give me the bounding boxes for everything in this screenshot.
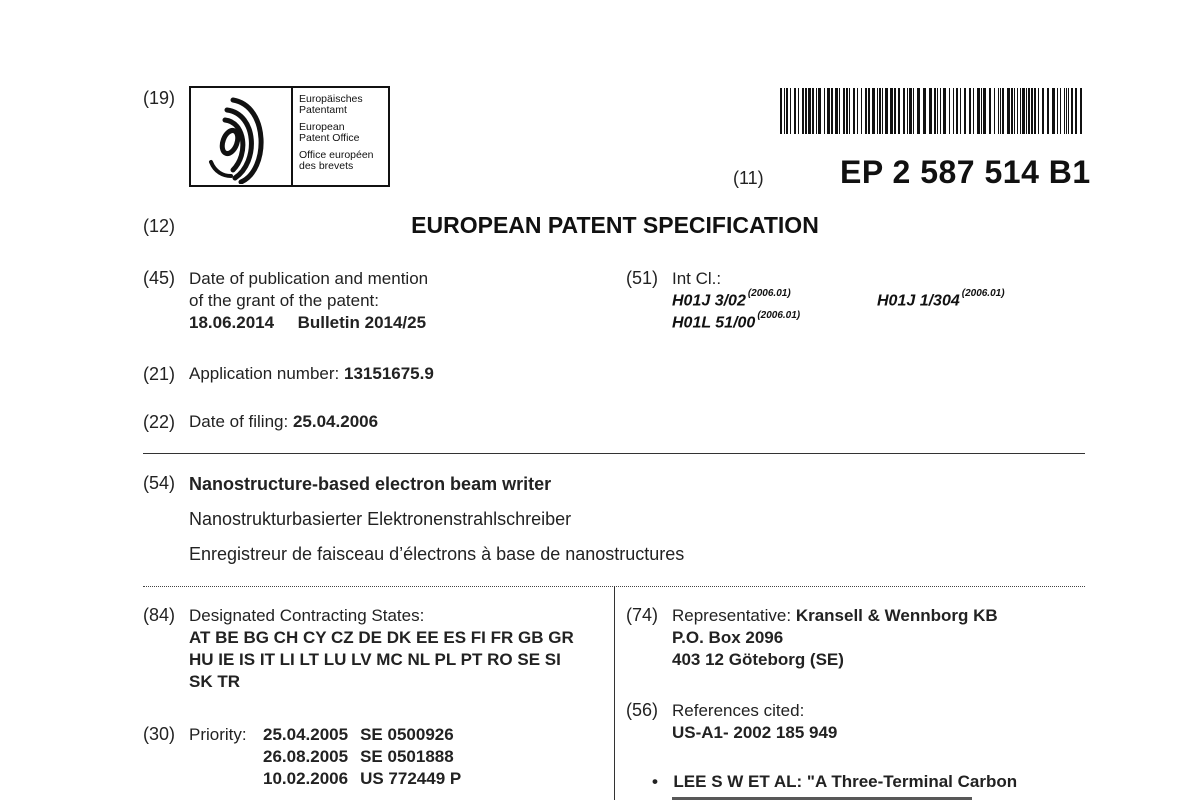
barcode-bar <box>973 88 974 134</box>
barcode-bar <box>934 88 936 134</box>
reference-patent: US-A1- 2002 185 949 <box>672 723 838 742</box>
priority-label: Priority: <box>189 725 247 744</box>
representative-block <box>672 605 998 671</box>
epo-logo <box>189 86 390 187</box>
office-name-de-1: Europäisches <box>299 93 363 105</box>
barcode-bar <box>949 88 950 134</box>
barcode-bar <box>816 88 817 134</box>
office-name-fr-1: Office européen <box>299 149 374 161</box>
barcode-bar <box>843 88 845 134</box>
ipc-class-3 <box>672 310 801 332</box>
barcode-bar <box>1022 88 1025 134</box>
barcode-bar <box>1007 88 1010 134</box>
publication-label-2: of the grant of the patent: <box>189 291 379 310</box>
barcode-bar <box>1000 88 1001 134</box>
barcode-bar <box>1068 88 1069 134</box>
barcode-bar <box>1020 88 1021 134</box>
publication-block <box>189 268 428 334</box>
priority-date: 10.02.2006 <box>263 769 349 788</box>
barcode-bar <box>1031 88 1033 134</box>
barcode-bar <box>1028 88 1030 134</box>
title-de: Nanostrukturbasierter Elektronenstrahlschreiber <box>189 509 572 529</box>
priority-ref: US 772449 P <box>360 769 462 788</box>
barcode-bar <box>917 88 920 134</box>
filing-label: Date of filing: <box>189 412 289 431</box>
logo-divider <box>291 88 293 185</box>
ipc-version: (2006.01) <box>757 310 801 321</box>
barcode-bar <box>1080 88 1082 134</box>
inid-21: (21) <box>143 364 176 384</box>
barcode-bar <box>846 88 848 134</box>
barcode-bar <box>849 88 850 134</box>
ipc-code: H01J 1/304 <box>877 292 960 310</box>
ipc-version: (2006.01) <box>961 288 1005 299</box>
inid-19: (19) <box>143 88 176 108</box>
filing-date: 25.04.2006 <box>292 412 379 431</box>
reference-npl <box>652 771 1017 793</box>
barcode-bar <box>861 88 862 134</box>
publication-number: EP 2 587 514 B1 <box>840 154 1091 190</box>
barcode-bar <box>857 88 858 134</box>
office-name-de-2: Patentamt <box>299 104 347 116</box>
barcode-bar <box>923 88 926 134</box>
priority-ref: SE 0500926 <box>360 725 454 744</box>
barcode-bar <box>818 88 821 134</box>
inid-74: (74) <box>626 605 659 625</box>
title-fr: Enregistreur de faisceau d’électrons à base de nanostructures <box>189 544 685 564</box>
office-name-en-1: European <box>299 121 345 133</box>
barcode-bar <box>794 88 796 134</box>
priority-item <box>263 724 461 746</box>
barcode-bar <box>865 88 867 134</box>
barcode-bar <box>827 88 830 134</box>
priority-item <box>263 768 461 790</box>
priority-ref: SE 0501888 <box>360 747 454 766</box>
epo-logo-icon <box>197 92 287 184</box>
barcode-bar <box>1057 88 1058 134</box>
barcode-bar <box>853 88 855 134</box>
barcode-bar <box>1071 88 1073 134</box>
barcode-bar <box>839 88 840 134</box>
inid-84: (84) <box>143 605 176 625</box>
barcode-bar <box>977 88 980 134</box>
barcode-bar <box>879 88 881 134</box>
inid-51: (51) <box>626 268 659 288</box>
priority-date: 26.08.2005 <box>263 747 349 766</box>
barcode-bar <box>802 88 804 134</box>
priority-date: 25.04.2005 <box>263 725 349 744</box>
barcode-bar <box>913 88 914 134</box>
document-title: EUROPEAN PATENT SPECIFICATION <box>411 212 819 238</box>
barcode-bar <box>943 88 946 134</box>
barcode-bar <box>969 88 971 134</box>
barcode-bar <box>981 88 982 134</box>
references-label: References cited: <box>672 701 805 720</box>
barcode-bar <box>1047 88 1049 134</box>
publication-date: 18.06.2014 <box>189 313 275 332</box>
barcode-bar <box>1026 88 1027 134</box>
barcode-bar <box>1066 88 1067 134</box>
bulletin: Bulletin 2014/25 <box>297 313 427 332</box>
ipc-class-2 <box>877 288 1005 310</box>
inid-11: (11) <box>733 168 764 188</box>
inid-22: (22) <box>143 412 176 432</box>
barcode-bar <box>1064 88 1065 134</box>
barcode-bar <box>1002 88 1004 134</box>
barcode-bar <box>786 88 788 134</box>
references-block <box>672 700 837 744</box>
barcode-bar <box>1042 88 1044 134</box>
application-number: 13151675.9 <box>344 364 434 383</box>
priority-list <box>263 724 461 790</box>
office-name-en-2: Patent Office <box>299 132 360 144</box>
cut-off-text <box>672 795 972 800</box>
barcode-bar <box>872 88 875 134</box>
priority-item <box>263 746 461 768</box>
office-names <box>299 94 389 178</box>
section-rule <box>143 453 1085 454</box>
application-number-line <box>189 363 434 385</box>
barcode-bar <box>907 88 908 134</box>
barcode-bar <box>1011 88 1013 134</box>
filing-date-line <box>189 411 378 433</box>
publication-label-1: Date of publication and mention <box>189 269 429 288</box>
ipc-version: (2006.01) <box>747 288 791 299</box>
states-line-2: HU IE IS IT LI LT LU LV MC NL PL PT RO SE SI <box>189 650 561 669</box>
barcode-bar <box>998 88 999 134</box>
reference-npl-text: LEE S W ET AL: "A Three-Terminal Carbon <box>673 772 1018 791</box>
representative-label: Representative: <box>672 606 792 625</box>
ipc-code: H01L 51/00 <box>672 314 756 332</box>
states-line-3: SK TR <box>189 672 240 691</box>
bullet-icon: • <box>652 772 658 791</box>
barcode-bar <box>1017 88 1018 134</box>
barcode-bar <box>868 88 870 134</box>
barcode-bar <box>890 88 893 134</box>
inid-54: (54) <box>143 473 176 493</box>
barcode-bar <box>1014 88 1015 134</box>
designated-states <box>189 605 574 693</box>
barcode-bar <box>898 88 900 134</box>
barcode-bar <box>1034 88 1036 134</box>
inid-12: (12) <box>143 216 176 236</box>
barcode-bar <box>903 88 905 134</box>
barcode-bar <box>790 88 791 134</box>
barcode-bar <box>940 88 941 134</box>
column-divider <box>614 586 615 800</box>
office-name-fr-2: des brevets <box>299 160 354 172</box>
barcode-bar <box>964 88 966 134</box>
barcode-bar <box>937 88 938 134</box>
barcode-bar <box>994 88 995 134</box>
representative-name: Kransell & Wennborg KB <box>795 606 998 625</box>
barcode-bar <box>1052 88 1055 134</box>
barcode-bar <box>989 88 991 134</box>
barcode-bar <box>1060 88 1061 134</box>
barcode-icon <box>780 88 1085 134</box>
states-line-1: AT BE BG CH CY CZ DE DK EE ES FI FR GB GR <box>189 628 574 647</box>
barcode-bar <box>808 88 811 134</box>
barcode-bar <box>929 88 932 134</box>
barcode-bar <box>953 88 954 134</box>
application-label: Application number: <box>189 364 340 383</box>
barcode-bar <box>960 88 961 134</box>
ipc-class-1 <box>672 288 791 310</box>
barcode-bar <box>784 88 785 134</box>
barcode-bar <box>882 88 883 134</box>
title-en: Nanostructure-based electron beam writer <box>189 474 552 494</box>
barcode-bar <box>877 88 878 134</box>
barcode-bar <box>983 88 986 134</box>
states-label: Designated Contracting States: <box>189 606 425 625</box>
barcode-bar <box>835 88 838 134</box>
barcode-bar <box>805 88 807 134</box>
barcode-bar <box>1038 88 1039 134</box>
barcode-bar <box>831 88 833 134</box>
barcode-bar <box>885 88 888 134</box>
barcode-bar <box>798 88 799 134</box>
barcode-bar <box>909 88 912 134</box>
representative-address-2: 403 12 Göteborg (SE) <box>672 650 844 669</box>
inid-30: (30) <box>143 724 176 744</box>
barcode-bar <box>812 88 814 134</box>
barcode-bar <box>1075 88 1077 134</box>
inid-56: (56) <box>626 700 659 720</box>
barcode-bar <box>956 88 958 134</box>
barcode-bar <box>894 88 896 134</box>
intcl-label: Int Cl.: <box>672 269 722 288</box>
inid-45: (45) <box>143 268 176 288</box>
barcode-bar <box>780 88 782 134</box>
barcode-bar <box>824 88 825 134</box>
representative-address-1: P.O. Box 2096 <box>672 628 784 647</box>
ipc-code: H01J 3/02 <box>672 292 746 310</box>
